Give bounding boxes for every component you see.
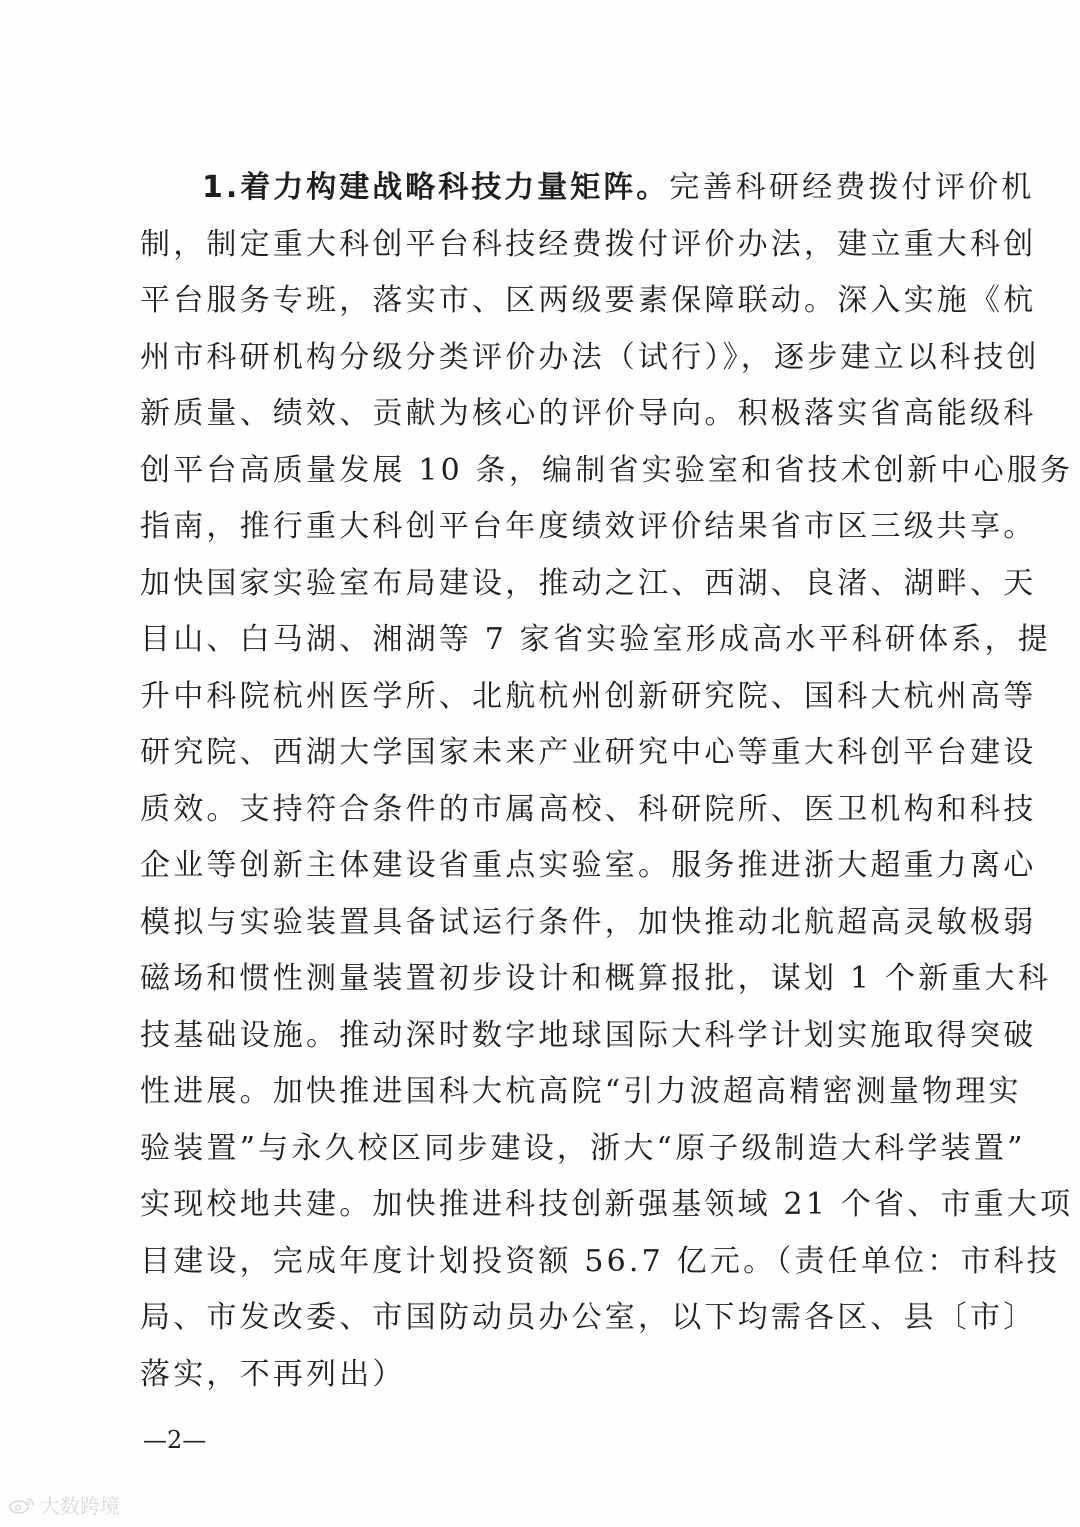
first-line-text: 完善科研经费拨付评价机 (669, 170, 1035, 205)
text-line: 研究院、西湖大学国家未来产业研究中心等重大科创平台建设 (140, 735, 1037, 770)
text-line: 验装置”与永久校区同步建设，浙大“原子级制造大科学装置” (140, 1130, 1026, 1166)
page-number: —2— (143, 1426, 207, 1454)
text-line: 落实，不再列出） (140, 1356, 406, 1392)
watermark-text: 大数跨境 (40, 1494, 120, 1518)
text-line: 局、市发改委、市国防动员办公室，以下均需各区、县〔市〕 (140, 1300, 1037, 1335)
watermark (8, 1490, 120, 1519)
text-line: 实现校地共建。加快推进科技创新强基领域 21 个省、市重大项 (140, 1187, 1074, 1222)
text-line: 制，制定重大科创平台科技经费拨付评价办法，建立重大科创 (140, 226, 1037, 262)
text-line: 质效。支持符合条件的市属高校、科研院所、医卫机构和科技 (140, 791, 1037, 827)
text-line: 目山、白马湖、湘湖等 7 家省实验室形成高水平科研体系，提 (140, 622, 1051, 657)
paragraph-first-line (140, 160, 1035, 217)
text-line: 性进展。加快推进国科大杭高院“引力波超高精密测量物理实 (140, 1074, 1022, 1109)
text-line: 州市科研机构分级分类评价办法（试行）》，逐步建立以科技创 (140, 339, 1040, 375)
text-line: 平台服务专班，落实市、区两级要素保障联动。深入实施《杭 (140, 283, 1037, 318)
text-line: 目建设，完成年度计划投资额 56.7 亿元。（责任单位：市科技 (140, 1243, 1061, 1279)
text-line: 模拟与实验装置具备试运行条件，加快推动北航超高灵敏极弱 (140, 904, 1037, 940)
weibo-logo-icon (8, 1496, 36, 1514)
document-body (140, 160, 1074, 1403)
text-line: 升中科院杭州医学所、北航杭州创新研究院、国科大杭州高等 (140, 678, 1037, 714)
text-line: 指南，推行重大科创平台年度绩效评价结果省市区三级共享。 (140, 509, 1037, 544)
text-line: 创平台高质量发展 10 条，编制省实验室和省技术创新中心服务 (140, 452, 1074, 488)
text-line: 新质量、绩效、贡献为核心的评价导向。积极落实省高能级科 (140, 396, 1037, 431)
section-heading: 1.着力构建战略科技力量矩阵。 (202, 170, 670, 205)
text-line: 企业等创新主体建设省重点实验室。服务推进浙大超重力离心 (140, 848, 1037, 883)
text-line: 技基础设施。推动深时数字地球国际大科学计划实施取得突破 (140, 1017, 1037, 1053)
text-line: 加快国家实验室布局建设，推动之江、西湖、良渚、湖畔、天 (140, 565, 1037, 601)
text-line: 磁场和惯性测量装置初步设计和概算报批，谋划 1 个新重大科 (140, 961, 1051, 996)
